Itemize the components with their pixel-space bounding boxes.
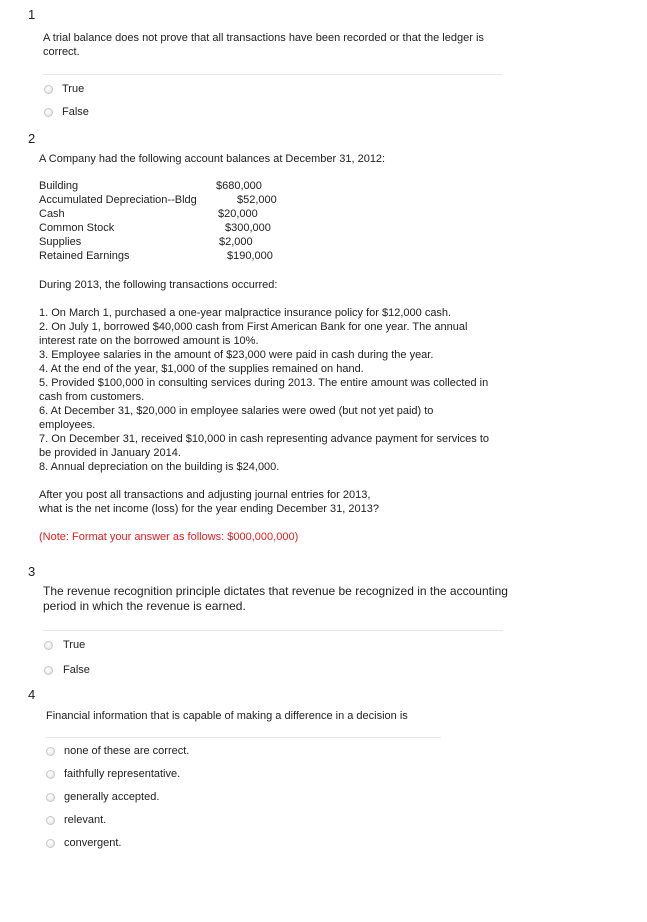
transaction-line: interest rate on the borrowed amount is 10%. — [39, 335, 259, 347]
question-2-prompt-line2: what is the net income (loss) for the year ending December 31, 2013? — [39, 503, 379, 515]
q4-option-label[interactable]: relevant. — [64, 814, 107, 826]
account-value: $2,000 — [219, 236, 253, 248]
q4-option-radio[interactable] — [46, 816, 55, 825]
transaction-line: employees. — [39, 419, 96, 431]
q1-option-true-label[interactable]: True — [62, 83, 85, 95]
transaction-line: 1. On March 1, purchased a one-year malpractice insurance policy for $12,000 cash. — [39, 307, 452, 319]
question-2-intro: A Company had the following account balances at December 31, 2012: — [39, 153, 386, 165]
transaction-line: 8. Annual depreciation on the building is $24,000. — [39, 461, 280, 473]
transaction-line: 6. At December 31, $20,000 in employee salaries were owed (but not yet paid) to — [39, 405, 434, 417]
q3-option-false-label[interactable]: False — [63, 664, 90, 676]
account-name: Retained Earnings — [39, 250, 130, 262]
question-4-number: 4 — [28, 687, 36, 702]
account-name: Accumulated Depreciation--Bldg — [39, 194, 197, 206]
question-3-text-line2: period in which the revenue is earned. — [43, 599, 246, 613]
question-4-divider — [46, 737, 441, 738]
transaction-line: 4. At the end of the year, $1,000 of the supplies remained on hand. — [39, 363, 364, 375]
account-name: Building — [39, 180, 79, 192]
q1-option-true-radio[interactable] — [44, 85, 53, 94]
q4-option-label[interactable]: convergent. — [64, 837, 122, 849]
transaction-line: cash from customers. — [39, 391, 145, 403]
account-value: $20,000 — [218, 208, 258, 220]
q3-option-true-radio[interactable] — [44, 641, 53, 650]
question-3-divider — [43, 630, 503, 631]
account-name: Cash — [39, 208, 65, 220]
question-1-text-line2: correct. — [43, 46, 80, 58]
question-3-text-line1: The revenue recognition principle dictates that revenue be recognized in the accounting — [43, 584, 508, 598]
question-1-divider — [43, 74, 503, 75]
question-1-text-line1: A trial balance does not prove that all transactions have been recorded or that the ledger is — [43, 32, 484, 44]
account-value: $52,000 — [237, 194, 277, 206]
transaction-line: 3. Employee salaries in the amount of $23,000 were paid in cash during the year. — [39, 349, 434, 361]
q4-option-label[interactable]: none of these are correct. — [64, 745, 190, 757]
transactions-heading: During 2013, the following transactions occurred: — [39, 279, 278, 291]
transaction-line: be provided in January 2014. — [39, 447, 181, 459]
q3-option-true-label[interactable]: True — [63, 639, 86, 651]
q1-option-false-label[interactable]: False — [62, 106, 89, 118]
question-3-number: 3 — [28, 564, 36, 579]
q3-option-false-radio[interactable] — [44, 666, 53, 675]
q4-option-label[interactable]: faithfully representative. — [64, 768, 181, 780]
transaction-line: 2. On July 1, borrowed $40,000 cash from First American Bank for one year. The annual — [39, 321, 468, 333]
q4-option-radio[interactable] — [46, 747, 55, 756]
question-1-number: 1 — [28, 7, 36, 22]
account-name: Common Stock — [39, 222, 115, 234]
q4-option-label[interactable]: generally accepted. — [64, 791, 160, 803]
account-value: $300,000 — [225, 222, 271, 234]
question-4-prompt: Financial information that is capable of making a difference in a decision is — [46, 710, 408, 722]
account-name: Supplies — [39, 236, 82, 248]
answer-format-note: (Note: Format your answer as follows: $000,000,000) — [39, 531, 299, 543]
transaction-line: 7. On December 31, received $10,000 in cash representing advance payment for services to — [39, 433, 490, 445]
q4-option-radio[interactable] — [46, 770, 55, 779]
question-2-prompt-line1: After you post all transactions and adjusting journal entries for 2013, — [39, 489, 371, 501]
q4-option-radio[interactable] — [46, 793, 55, 802]
account-value: $190,000 — [227, 250, 273, 262]
q4-option-radio[interactable] — [46, 839, 55, 848]
account-value: $680,000 — [216, 180, 262, 192]
question-2-number: 2 — [28, 131, 36, 146]
transaction-line: 5. Provided $100,000 in consulting services during 2013. The entire amount was collected in — [39, 377, 489, 389]
q1-option-false-radio[interactable] — [44, 108, 53, 117]
